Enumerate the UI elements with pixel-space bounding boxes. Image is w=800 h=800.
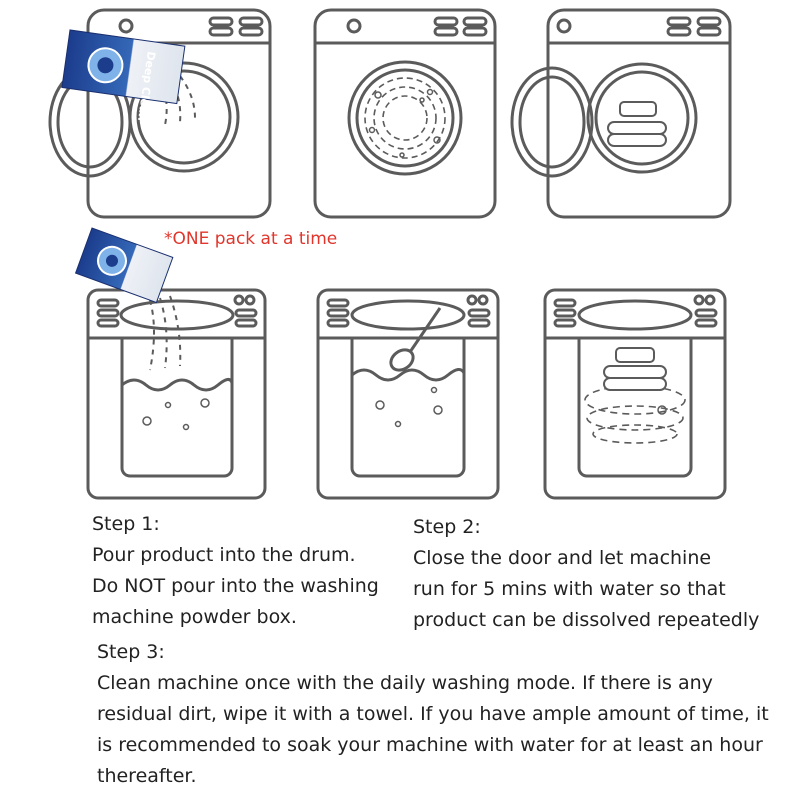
front-load-washer-2 <box>315 10 495 217</box>
top-load-washer-1 <box>88 290 265 498</box>
step2-title: Step 2: <box>413 516 481 538</box>
bubbles-top-1 <box>143 399 209 430</box>
pack-brand-text: Deep Clean <box>135 50 158 123</box>
step1-block <box>92 509 379 633</box>
step2-line: product can be dissolved repeatedly <box>413 609 760 631</box>
water-swirl-top <box>585 386 685 443</box>
one-pack-note: *ONE pack at a time <box>164 229 338 249</box>
step3-line: is recommended to soak your machine with water for at least an hour <box>97 734 763 756</box>
step2-line: Close the door and let machine <box>413 547 712 569</box>
step2-line: run for 5 mins with water so that <box>413 578 726 600</box>
powder-stream-2 <box>150 296 180 370</box>
step1-line: machine powder box. <box>92 606 297 628</box>
bubbles-top-2 <box>376 388 442 427</box>
step2-block <box>413 512 759 636</box>
step3-block <box>97 637 769 792</box>
step3-line: thereafter. <box>97 765 197 787</box>
step1-line: Pour product into the drum. <box>92 544 356 566</box>
folded-towel-icon <box>608 102 666 146</box>
step1-line: Do NOT pour into the washing <box>92 575 379 597</box>
step3-line: Clean machine once with the daily washing mode. If there is any <box>97 672 713 694</box>
spoon-icon <box>387 308 440 374</box>
folded-towel-icon <box>604 348 666 390</box>
step3-title: Step 3: <box>97 641 165 663</box>
step3-line: residual dirt, wipe it with a towel. If you have ample amount of time, it <box>97 703 769 725</box>
bubble <box>658 406 666 414</box>
water-swirl <box>365 78 445 158</box>
top-load-washer-3 <box>545 290 725 498</box>
top-load-washer-2 <box>318 290 498 498</box>
step1-title: Step 1: <box>92 513 160 535</box>
